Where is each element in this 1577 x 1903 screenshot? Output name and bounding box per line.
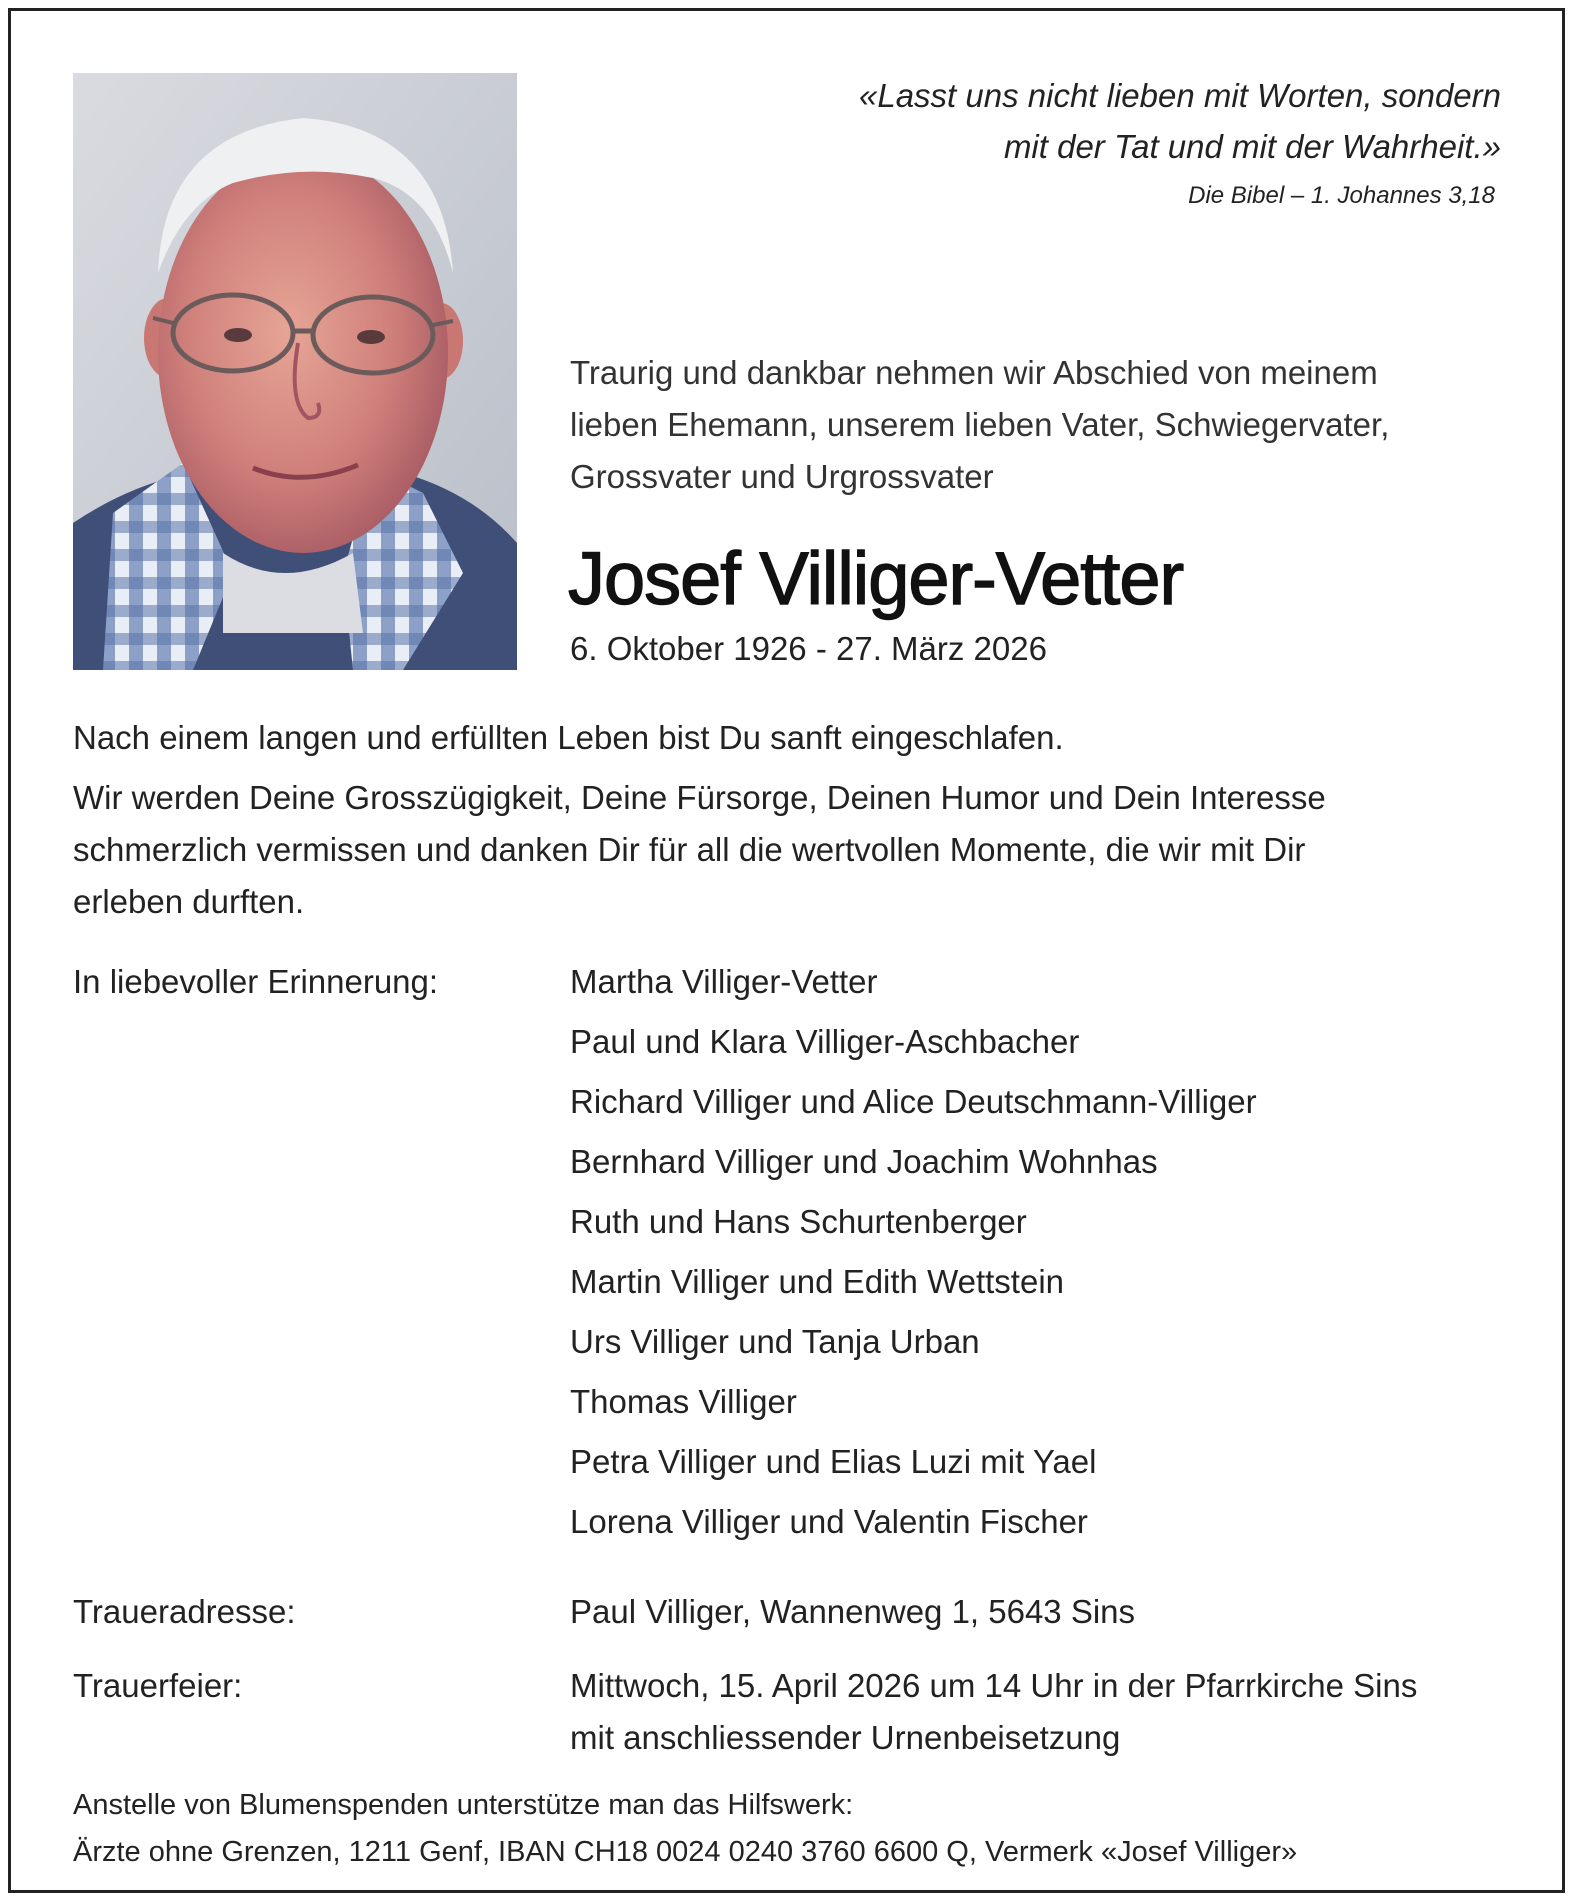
body-line: schmerzlich vermissen und danken Dir für all die wertvollen Momente, die wir mit Dir (73, 831, 1306, 868)
ceremony-line: mit anschliessender Urnenbeisetzung (570, 1719, 1121, 1756)
intro-line: Grossvater und Urgrossvater (570, 458, 994, 495)
donation-line: Ärzte ohne Grenzen, 1211 Genf, IBAN CH18 0024 0240 3760 6600 Q, Vermerk «Josef Villiger» (73, 1836, 1298, 1868)
ceremony-line: Mittwoch, 15. April 2026 um 14 Uhr in der Pfarrkirche Sins (570, 1667, 1418, 1704)
family-member: Thomas Villiger (570, 1383, 797, 1420)
bible-quote (601, 70, 1501, 172)
family-member: Martha Villiger-Vetter (570, 963, 878, 1000)
donation-line: Anstelle von Blumenspenden unterstütze man das Hilfswerk: (73, 1789, 854, 1821)
body-line: Wir werden Deine Grosszügigkeit, Deine Fürsorge, Deinen Humor und Dein Interesse (73, 779, 1326, 816)
address-label: Traueradresse: (73, 1593, 296, 1630)
body-paragraph-2 (73, 772, 1503, 928)
quote-line: mit der Tat und mit der Wahrheit.» (1003, 128, 1501, 165)
family-member: Martin Villiger und Edith Wettstein (570, 1263, 1065, 1300)
intro-line: lieben Ehemann, unserem lieben Vater, Schwiegervater, (570, 406, 1390, 443)
life-dates: 6. Oktober 1926 - 27. März 2026 (570, 630, 1047, 667)
quote-line: «Lasst uns nicht lieben mit Worten, sondern (858, 77, 1501, 114)
family-member: Bernhard Villiger und Joachim Wohnhas (570, 1143, 1158, 1180)
address-value: Paul Villiger, Wannenweg 1, 5643 Sins (570, 1593, 1136, 1630)
body-paragraph-1: Nach einem langen und erfüllten Leben bist Du sanft eingeschlafen. (73, 719, 1064, 756)
intro-text (570, 347, 1510, 503)
ceremony-details (570, 1660, 1417, 1764)
family-member: Ruth und Hans Schurtenberger (570, 1203, 1027, 1240)
family-member: Urs Villiger und Tanja Urban (570, 1323, 980, 1360)
family-member: Lorena Villiger und Valentin Fischer (570, 1503, 1088, 1540)
ceremony-label: Trauerfeier: (73, 1667, 243, 1704)
family-member: Paul und Klara Villiger-Aschbacher (570, 1023, 1080, 1060)
intro-line: Traurig und dankbar nehmen wir Abschied von meinem (570, 354, 1378, 391)
body-text (73, 712, 1503, 928)
deceased-name: Josef Villiger-Vetter (568, 537, 1184, 620)
remembrance-label: In liebevoller Erinnerung: (73, 963, 439, 1000)
family-member: Richard Villiger und Alice Deutschmann-Villiger (570, 1083, 1257, 1120)
body-line: erleben durften. (73, 883, 305, 920)
quote-source: Die Bibel – 1. Johannes 3,18 (1188, 182, 1495, 209)
portrait-photo (73, 73, 517, 670)
family-member: Petra Villiger und Elias Luzi mit Yael (570, 1443, 1097, 1480)
donation-note (73, 1782, 1297, 1876)
family-list (570, 956, 1257, 1556)
